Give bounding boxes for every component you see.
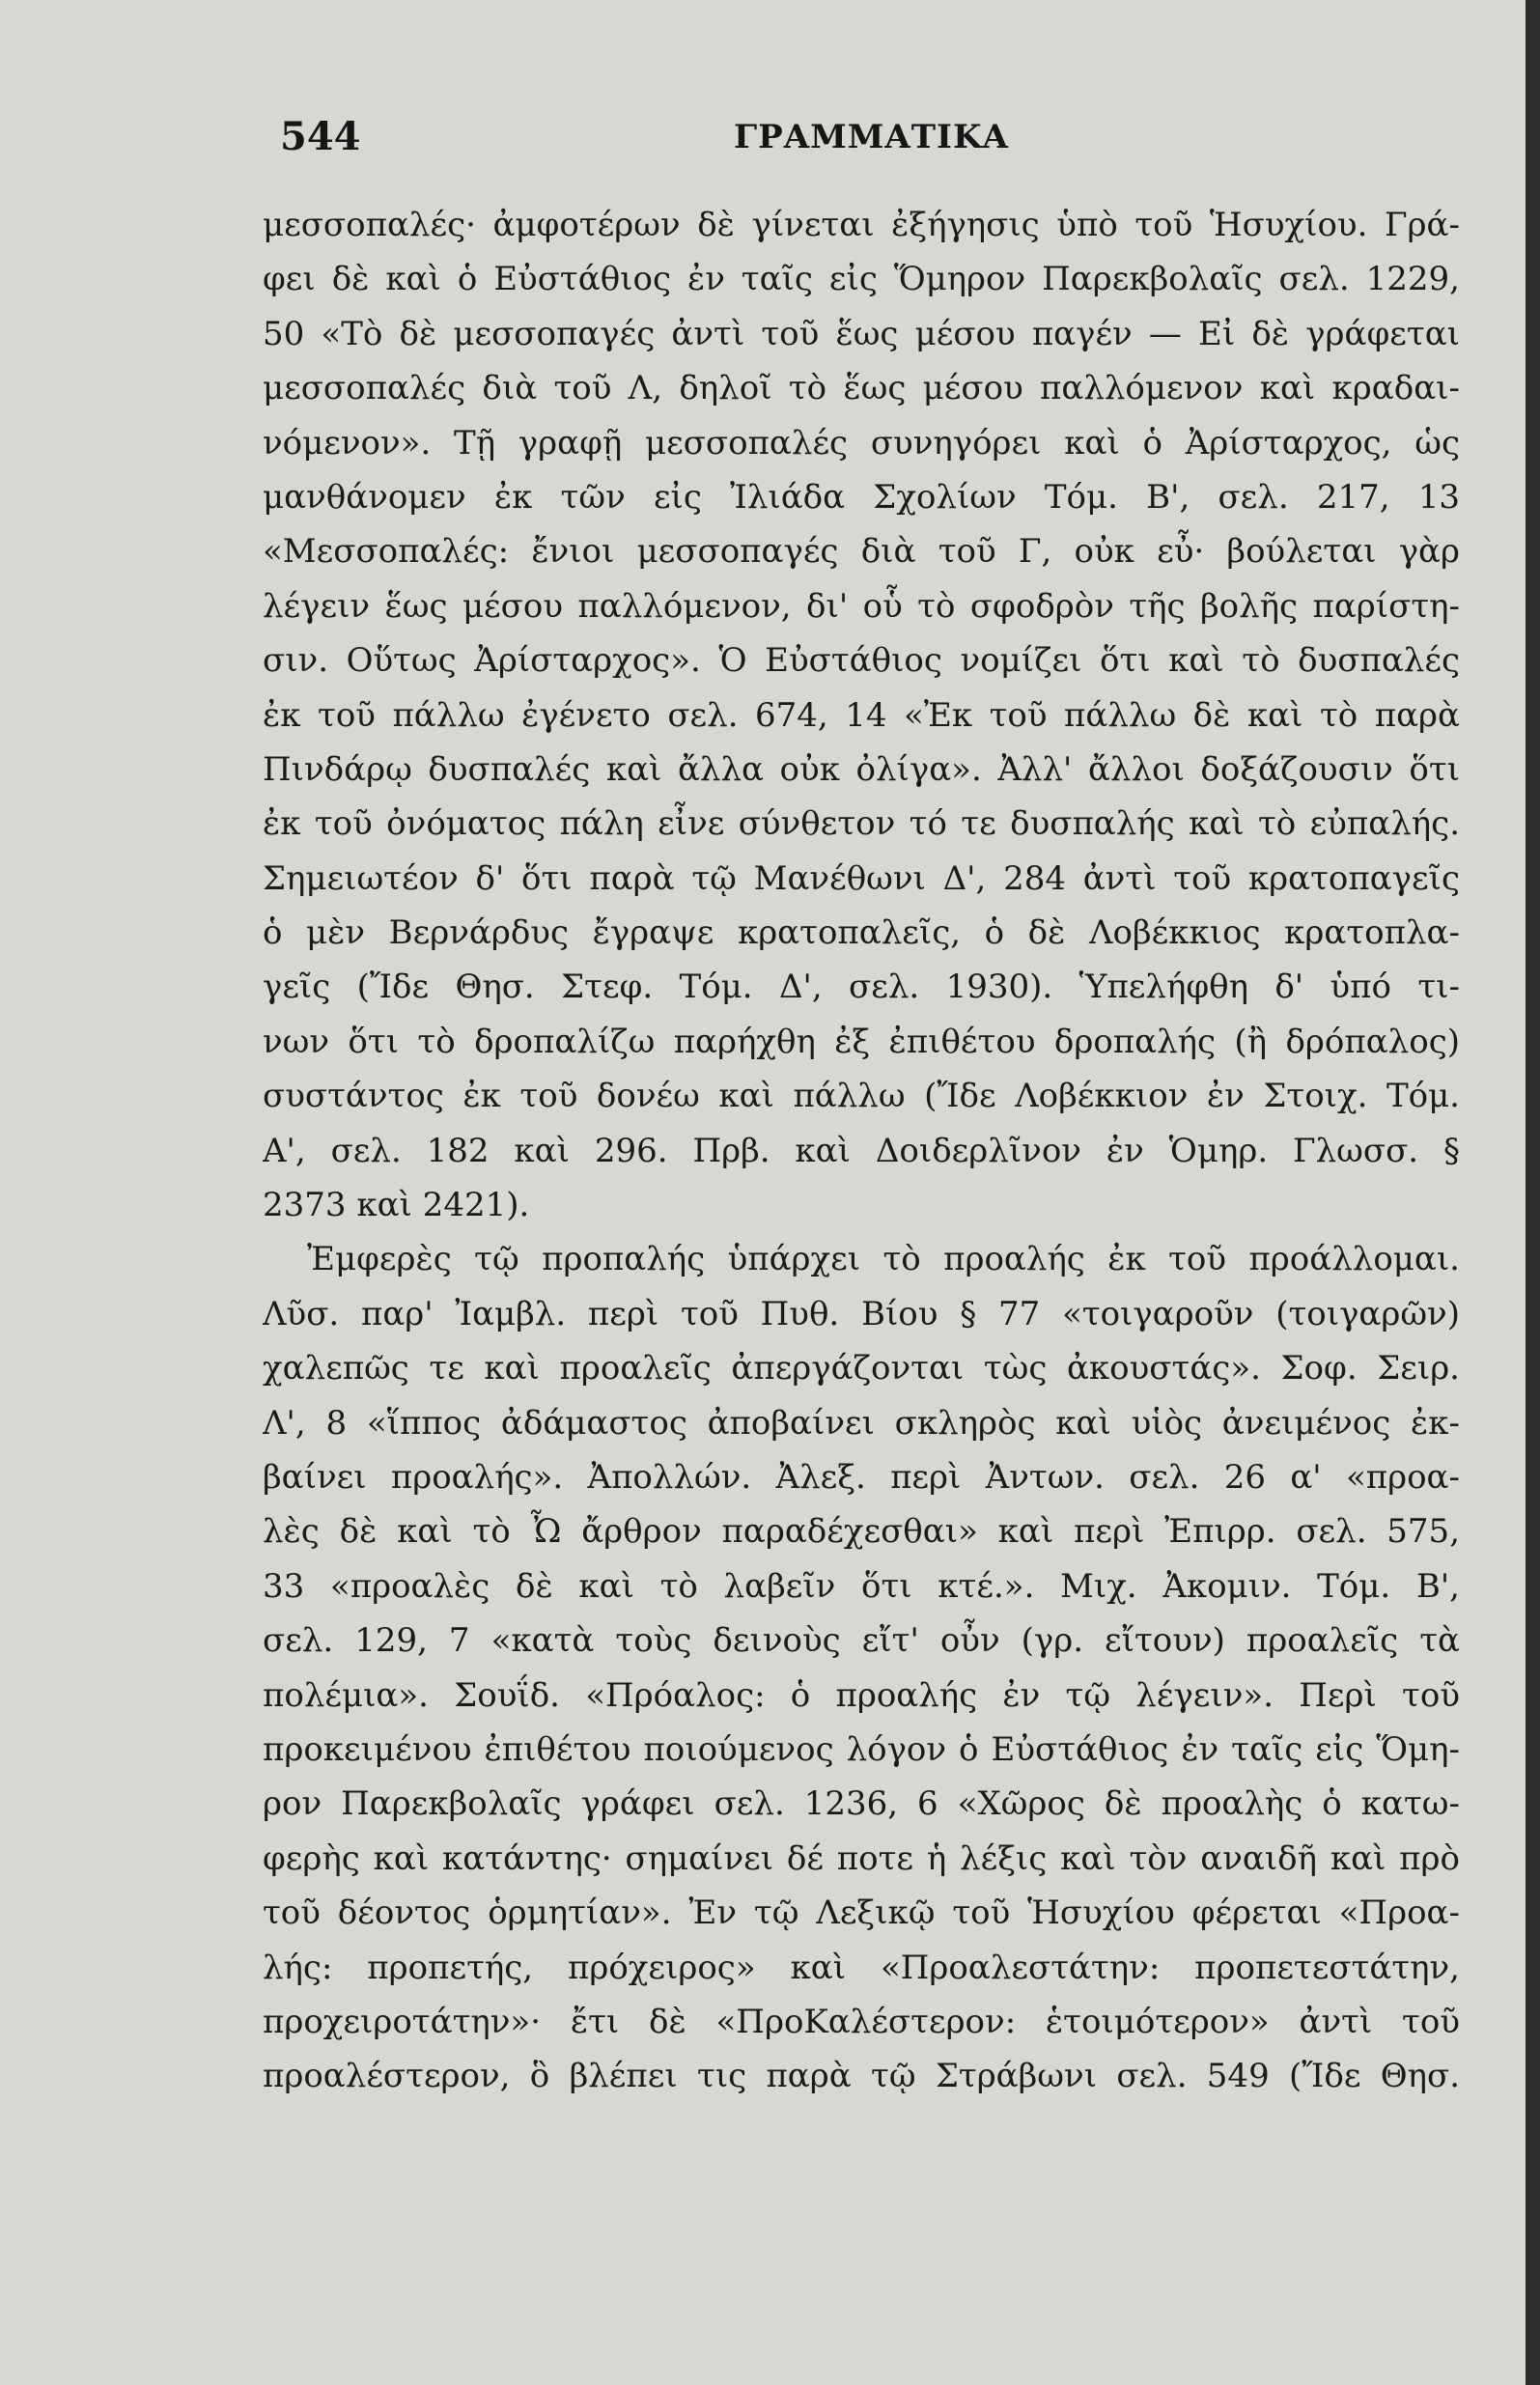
- text-line: Λ', 8 «ἵππος ἀδάμαστος ἀποβαίνει σκληρὸς καὶ υἱὸς ἀνειμένος ἐκ-: [263, 1403, 1460, 1443]
- text-line: προαλέστερον, ὃ βλέπει τις παρὰ τῷ Στράβωνι σελ. 549 (Ἴδε Θησ.: [263, 2057, 1460, 2096]
- body-text: [263, 198, 1460, 2104]
- text-line: χαλεπῶς τε καὶ προαλεῖς ἀπεργάζονται τὼς ἀκουστάς». Σοφ. Σειρ.: [263, 1349, 1460, 1389]
- text-line: νων ὅτι τὸ δροπαλίζω παρήχθη ἐξ ἐπιθέτου δροπαλής (ἢ δρόπαλος): [263, 1022, 1460, 1061]
- text-line: νόμενον». Τῇ γραφῇ μεσσοπαλές συνηγόρει καὶ ὁ Ἀρίσταρχος, ὡς: [263, 423, 1460, 463]
- paragraph-2: [263, 1232, 1460, 2103]
- text-line: μανθάνομεν ἐκ τῶν εἰς Ἰλιάδα Σχολίων Τόμ. Β', σελ. 217, 13: [263, 477, 1460, 517]
- text-line: μεσσοπαλές διὰ τοῦ Λ, δηλοῖ τὸ ἕως μέσου παλλόμενον καὶ κραδαι-: [263, 369, 1460, 408]
- text-line: προχειροτάτην»· ἔτι δὲ «ΠροΚαλέστερον: ἑτοιμότερον» ἀντὶ τοῦ: [263, 2002, 1460, 2041]
- page-number: 544: [280, 114, 361, 159]
- text-line: λὲς δὲ καὶ τὸ Ὦ ἄρθρον παραδέχεσθαι» καὶ περὶ Ἐπιρρ. σελ. 575,: [263, 1512, 1460, 1552]
- text-line: λέγειν ἕως μέσου παλλόμενον, δι' οὗ τὸ σφοδρὸν τῆς βολῆς παρίστη-: [263, 586, 1460, 626]
- text-line: Πινδάρῳ δυσπαλές καὶ ἄλλα οὐκ ὀλίγα». Ἀλλ' ἄλλοι δοξάζουσιν ὅτι: [263, 749, 1460, 789]
- text-line: 33 «προαλὲς δὲ καὶ τὸ λαβεῖν ὅτι κτέ.». Μιχ. Ἀκομιν. Τόμ. Β',: [263, 1566, 1460, 1606]
- text-line: «Μεσσοπαλές: ἔνιοι μεσσοπαγές διὰ τοῦ Γ, οὐκ εὖ· βούλεται γὰρ: [263, 532, 1460, 572]
- text-line: λής: προπετής, πρόχειρος» καὶ «Προαλεστάτην: προπετεστάτην,: [263, 1948, 1460, 1987]
- text-line: σιν. Οὕτως Ἀρίσταρχος». Ὁ Εὐστάθιος νομίζει ὅτι καὶ τὸ δυσπαλές: [263, 641, 1460, 681]
- text-line: ἐκ τοῦ ὀνόματος πάλη εἶνε σύνθετον τό τε δυσπαλής καὶ τὸ εὐπαλής.: [263, 804, 1460, 844]
- text-line: φερὴς καὶ κατάντης· σημαίνει δέ ποτε ἡ λέξις καὶ τὸν αναιδῆ καὶ πρὸ: [263, 1838, 1460, 1878]
- text-line: τοῦ δέοντος ὁρμητίαν». Ἐν τῷ Λεξικῷ τοῦ Ἡσυχίου φέρεται «Προα-: [263, 1894, 1460, 1933]
- text-line: ἐκ τοῦ πάλλω ἐγένετο σελ. 674, 14 «Ἐκ τοῦ πάλλω δὲ καὶ τὸ παρὰ: [263, 695, 1460, 735]
- text-line: ὁ μὲν Βερνάρδυς ἔγραψε κρατοπαλεῖς, ὁ δὲ Λοβέκκιος κρατοπλα-: [263, 913, 1460, 953]
- text-line: 50 «Τὸ δὲ μεσσοπαγές ἀντὶ τοῦ ἕως μέσου παγέν — Εἰ δὲ γράφεται: [263, 314, 1460, 353]
- text-line: Σημειωτέον δ' ὅτι παρὰ τῷ Μανέθωνι Δ', 284 ἀντὶ τοῦ κρατοπαγεῖς: [263, 858, 1460, 898]
- text-line: Α', σελ. 182 καὶ 296. Πρβ. καὶ Δοιδερλῖνον ἐν Ὁμηρ. Γλωσσ. §: [263, 1131, 1460, 1170]
- text-line: Λῦσ. παρ' Ἰαμβλ. περὶ τοῦ Πυθ. Βίου § 77 «τοιγαροῦν (τοιγαρῶν): [263, 1294, 1460, 1333]
- book-spine-edge: [1526, 0, 1540, 2385]
- text-line: φει δὲ καὶ ὁ Εὐστάθιος ἐν ταῖς εἰς Ὅμηρον Παρεκβολαῖς σελ. 1229,: [263, 260, 1460, 299]
- text-line: βαίνει προαλής». Ἀπολλών. Ἀλεξ. περὶ Ἀντων. σελ. 26 α' «προα-: [263, 1457, 1460, 1497]
- text-line: σελ. 129, 7 «κατὰ τοὺς δεινοὺς εἴτ' οὖν (γρ. εἴτουν) προαλεῖς τὰ: [263, 1621, 1460, 1661]
- text-line: Ἐμφερὲς τῷ προπαλής ὑπάρχει τὸ προαλής ἐκ τοῦ προάλλομαι.: [307, 1240, 1460, 1279]
- text-line: προκειμένου ἐπιθέτου ποιούμενος λόγον ὁ Εὐστάθιος ἐν ταῖς εἰς Ὅμη-: [263, 1729, 1460, 1769]
- text-line: 2373 καὶ 2421).: [263, 1186, 530, 1225]
- paragraph-1: [263, 198, 1460, 1232]
- page-header: [280, 114, 1274, 172]
- text-line: μεσσοπαλές· ἀμφοτέρων δὲ γίνεται ἐξήγησις ὑπὸ τοῦ Ἡσυχίου. Γρά-: [263, 206, 1460, 244]
- text-line: ρον Παρεκβολαῖς γράφει σελ. 1236, 6 «Χῶρος δὲ προαλὴς ὁ κατω-: [263, 1784, 1460, 1824]
- text-line: πολέμια». Σουΐδ. «Πρόαλος: ὁ προαλής ἐν τῷ λέγειν». Περὶ τοῦ: [263, 1675, 1460, 1715]
- running-title: ΓΡΑΜΜΑΤΙΚΑ: [734, 118, 1009, 156]
- text-line: γεῖς (Ἴδε Θησ. Στεφ. Τόμ. Δ', σελ. 1930). Ὑπελήφθη δ' ὑπό τι-: [263, 968, 1460, 1007]
- text-line: συστάντος ἐκ τοῦ δονέω καὶ πάλλω (Ἴδε Λοβέκκιον ἐν Στοιχ. Τόμ.: [263, 1077, 1460, 1116]
